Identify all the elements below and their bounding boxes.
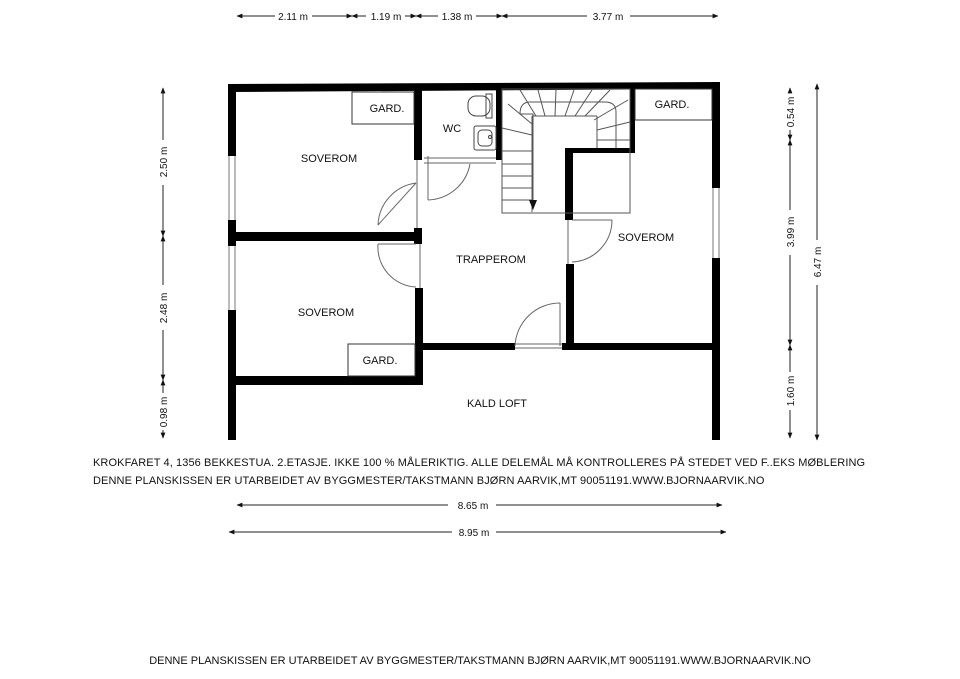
dim-left-3: 0.98 m xyxy=(159,396,170,428)
wc-fixtures xyxy=(468,94,496,150)
dim-bottom-inner: 8.65 m xyxy=(457,501,489,512)
plan-note-author: DENNE PLANSKISSEN ER UTARBEIDET AV BYGGMESTER/TAKSTMANN BJØRN AARVIK,MT 90051191.WWW.BJORNAARVIK.NO xyxy=(93,475,765,487)
dim-right-3: 1.60 m xyxy=(786,375,797,407)
wall-east-bedroom-left xyxy=(566,264,574,348)
stair-arrow-icon xyxy=(529,200,537,210)
dim-top-4: 3.77 m xyxy=(592,12,624,23)
room-trapperom: TRAPPEROM xyxy=(456,254,526,266)
wall-stair-top xyxy=(565,148,635,153)
dim-top-3: 1.38 m xyxy=(441,12,473,23)
room-wc: WC xyxy=(442,123,462,135)
dim-top-2: 1.19 m xyxy=(370,12,402,23)
closet-label-ne: GARD. xyxy=(654,99,690,111)
wall-left-lower xyxy=(228,310,236,440)
dim-left-1: 2.50 m xyxy=(159,146,170,178)
wall-center-left-a xyxy=(414,88,422,160)
toilet-icon xyxy=(468,96,490,116)
plan-note-address: KROKFARET 4, 1356 BEKKESTUA. 2.ETASJE. IKKE 100 % MÅLERIKTIG. ALLE DELEMÅL MÅ KONTROLLERES PÅ STEDET VED F..EKS MØBLERING xyxy=(93,457,866,469)
footer-credit: DENNE PLANSKISSEN ER UTARBEIDET AV BYGGMESTER/TAKSTMANN BJØRN AARVIK,MT 90051191.WWW.BJORNAARVIK.NO xyxy=(149,655,811,667)
dim-top-1: 2.11 m xyxy=(278,12,308,23)
wall-stair-left xyxy=(496,88,502,160)
room-soverom-nw: SOVEROM xyxy=(300,153,358,165)
doors xyxy=(378,156,612,348)
dim-right-outer: 6.47 m xyxy=(813,246,824,278)
wall-stair-inner xyxy=(565,148,573,220)
wall-left-upper xyxy=(228,84,236,156)
room-soverom-e: SOVEROM xyxy=(617,232,675,244)
wall-right-upper xyxy=(712,82,720,188)
dim-right-2: 3.99 m xyxy=(786,216,797,248)
wall-center-left-b xyxy=(414,228,422,244)
closet-label-sw: GARD. xyxy=(362,355,398,367)
room-soverom-sw: SOVEROM xyxy=(297,307,355,319)
wall-stair-right xyxy=(630,88,635,153)
wall-loft-top-a xyxy=(415,343,515,350)
closet-label-nw: GARD. xyxy=(369,103,405,115)
dim-left-2: 2.48 m xyxy=(159,292,170,324)
wall-center-left-c xyxy=(415,288,423,382)
wall-sw-bedroom-bottom xyxy=(228,376,423,385)
wall-top xyxy=(228,82,720,92)
room-kald-loft: KALD LOFT xyxy=(467,398,527,410)
dim-bottom-outer: 8.95 m xyxy=(458,528,490,539)
wall-loft-top-b xyxy=(562,343,720,350)
wall-nw-bedroom-bottom xyxy=(228,232,416,241)
dim-right-1: 0.54 m xyxy=(786,96,797,128)
